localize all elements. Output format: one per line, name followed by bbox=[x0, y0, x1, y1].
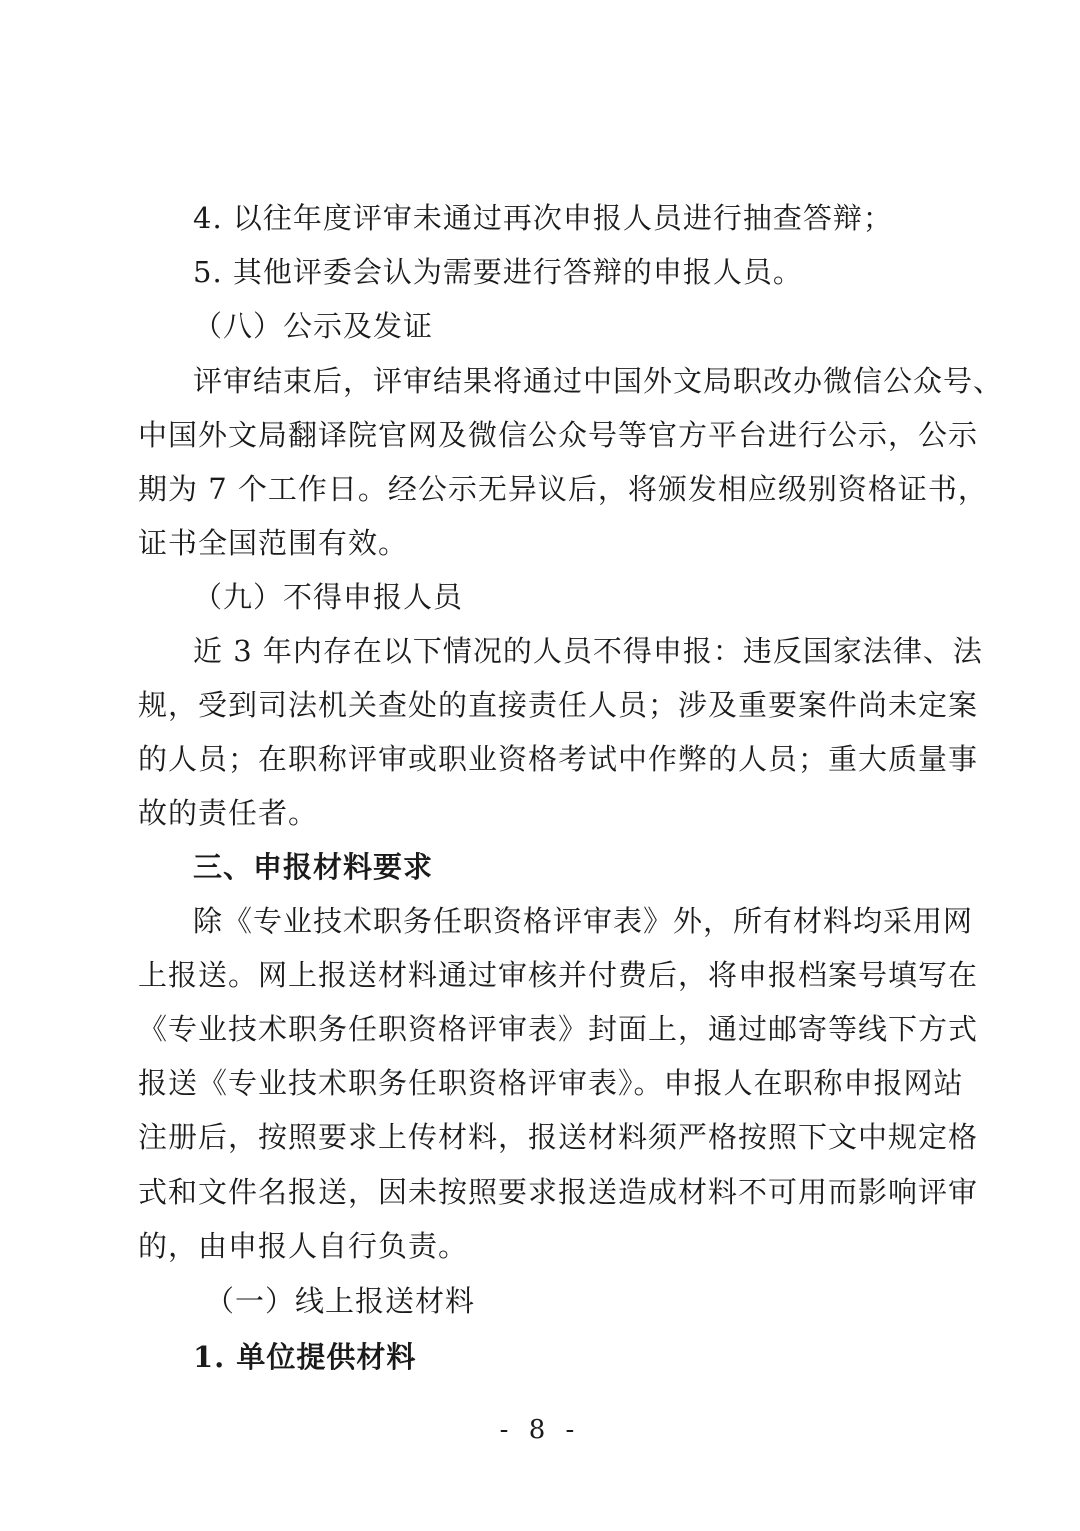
section-heading-ineligible: （九）不得申报人员 bbox=[193, 580, 464, 614]
paragraph-line: 规，受到司法机关查处的直接责任人员；涉及重要案件尚未定案 bbox=[138, 688, 979, 722]
paragraph-line: 报送《专业技术职务任职资格评审表》。申报人在职称申报网站 bbox=[138, 1066, 964, 1100]
paragraph-line: 中国外文局翻译院官网及微信公众号等官方平台进行公示，公示 bbox=[138, 418, 979, 452]
paragraph-line: 注册后，按照要求上传材料，报送材料须严格按照下文中规定格 bbox=[138, 1120, 979, 1154]
section-heading-publicity: （八）公示及发证 bbox=[193, 309, 434, 343]
paragraph-line: 近 3 年内存在以下情况的人员不得申报：违反国家法律、法 bbox=[193, 634, 983, 668]
paragraph-line: 《专业技术职务任职资格评审表》封面上，通过邮寄等线下方式 bbox=[138, 1012, 979, 1046]
paragraph-line: 评审结束后，评审结果将通过中国外文局职改办微信公众号、 bbox=[193, 364, 1004, 398]
list-item-4: 4. 以往年度评审未通过再次申报人员进行抽查答辩； bbox=[193, 201, 893, 235]
paragraph-line: 的人员；在职称评审或职业资格考试中作弊的人员；重大质量事 bbox=[138, 742, 979, 776]
paragraph-line: 除《专业技术职务任职资格评审表》外，所有材料均采用网 bbox=[193, 904, 974, 938]
paragraph-line: 式和文件名报送，因未按照要求报送造成材料不可用而影响评审 bbox=[138, 1175, 979, 1209]
paragraph-line: 故的责任者。 bbox=[138, 796, 319, 830]
list-item-5: 5. 其他评委会认为需要进行答辩的申报人员。 bbox=[193, 255, 803, 289]
chapter-heading-materials: 三、申报材料要求 bbox=[193, 850, 434, 884]
paragraph-line: 证书全国范围有效。 bbox=[138, 526, 409, 560]
paragraph-line: 期为 7 个工作日。经公示无异议后，将颁发相应级别资格证书， bbox=[138, 472, 988, 506]
section-heading-online: （一）线上报送材料 bbox=[205, 1284, 476, 1318]
subsection-heading-unit-materials: 1. 单位提供材料 bbox=[193, 1340, 417, 1374]
page-number: - 8 - bbox=[499, 1415, 581, 1445]
paragraph-line: 上报送。网上报送材料通过审核并付费后，将申报档案号填写在 bbox=[138, 958, 979, 992]
paragraph-line: 的，由申报人自行负责。 bbox=[138, 1229, 469, 1263]
